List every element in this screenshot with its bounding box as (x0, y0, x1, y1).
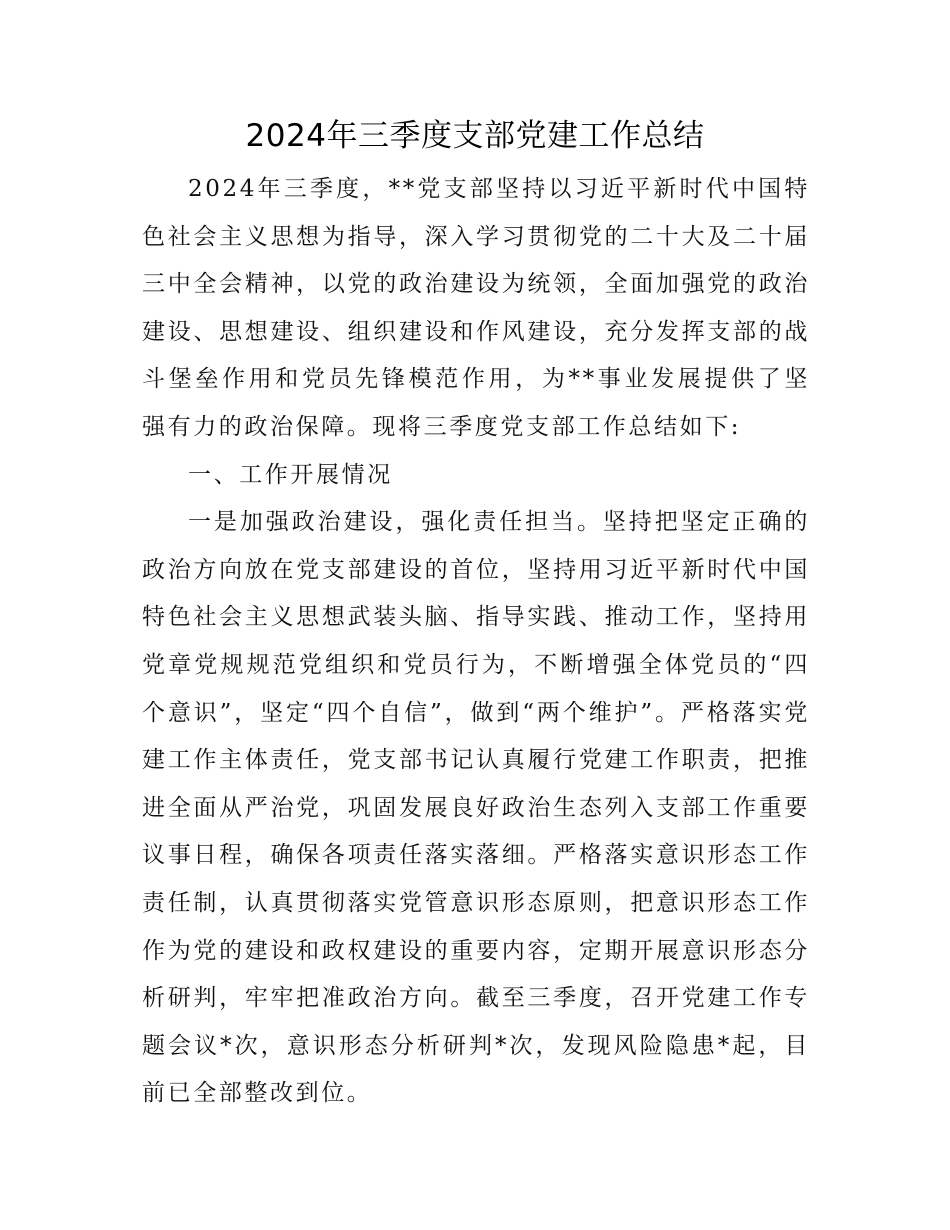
intro-paragraph: 2024年三季度，**党支部坚持以习近平新时代中国特色社会主义思想为指导，深入学习贯彻党的二十大及二十届三中全会精神，以党的政治建设为统领，全面加强党的政治建设、思想建设、组织建设和作风建设，充分发挥支部的战斗堡垒作用和党员先锋模范作用，为**事业发展提供了坚强有力的政治保障。现将三季度党支部工作总结如下: (142, 176, 810, 440)
body-paragraph: 一是加强政治建设，强化责任担当。坚持把坚定正确的政治方向放在党支部建设的首位，坚持用习近平新时代中国特色社会主义思想武装头脑、指导实践、推动工作，坚持用党章党规规范党组织和党员行为，不断增强全体党员的“四个意识”，坚定“四个自信”，做到“两个维护”。严格落实党建工作主体责任，党支部书记认真履行党建工作职责，把推进全面从严治党，巩固发展良好政治生态列入支部工作重要议事日程，确保各项责任落实落细。严格落实意识形态工作责任制，认真贯彻落实党管意识形态原则，把意识形态工作作为党的建设和政权建设的重要内容，定期开展意识形态分析研判，牢牢把准政治方向。截至三季度，召开党建工作专题会议*次，意识形态分析研判*次，发现风险隐患*起，目前已全部整改到位。 (142, 509, 810, 1107)
document-body (142, 166, 810, 1118)
document-title: 2024年三季度支部党建工作总结 (245, 118, 705, 154)
section-heading: 一、工作开展情况 (188, 461, 393, 488)
